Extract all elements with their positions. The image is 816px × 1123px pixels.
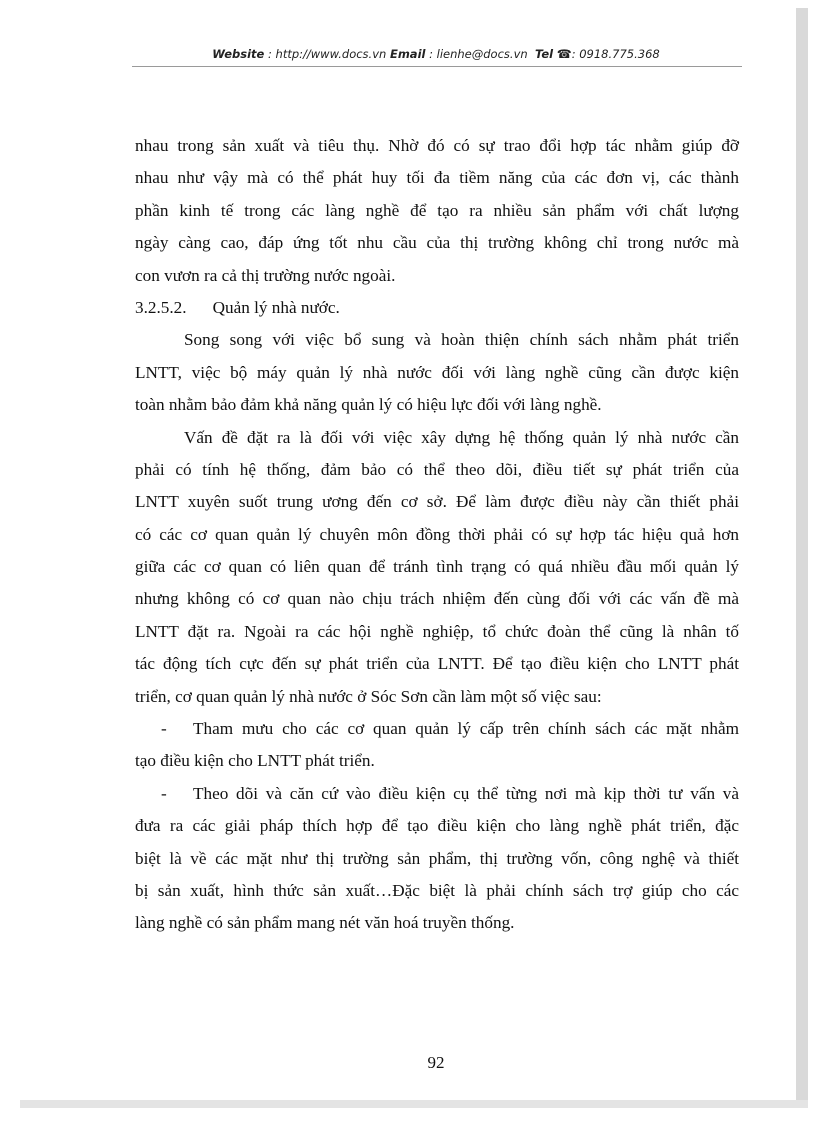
bullet-dash: - — [161, 783, 167, 803]
page-shadow-bottom — [20, 1100, 808, 1108]
website-url[interactable]: http://www.docs.vn — [275, 47, 387, 61]
paragraph-line: nhau như vậy mà có thể phát huy tối đa tiềm năng của các đơn vị, các thành — [135, 168, 739, 188]
paragraph-line: ngày càng cao, đáp ứng tốt nhu cầu của thị trường không chỉ trong nước mà — [135, 233, 739, 253]
paragraph-line: LNTT, việc bộ máy quản lý nhà nước đối với làng nghề cũng cần được kiện — [135, 362, 739, 382]
paragraph-line: LNTT xuyên suốt trung ương đến cơ sở. Để làm được điều này cần thiết phải — [135, 492, 739, 512]
paragraph-line: Song song với việc bổ sung và hoàn thiện chính sách nhằm phát triển — [184, 330, 739, 350]
paragraph-line: có các cơ quan quản lý chuyên môn đồng thời phải có sự hợp tác hiệu quả hơn — [135, 524, 739, 544]
email-separator: : — [425, 47, 437, 61]
section-title: Quản lý nhà nước. — [212, 297, 340, 317]
section-heading — [135, 292, 739, 324]
paragraph-line: tạo điều kiện cho LNTT phát triển. — [135, 751, 375, 771]
tel-number: : 0918.775.368 — [571, 47, 660, 61]
paragraph-line: Vấn đề đặt ra là đối với việc xây dựng hệ thống quản lý nhà nước cần — [184, 427, 739, 447]
paragraph-line: giữa các cơ quan có liên quan để tránh tình trạng có quá nhiều đầu mối quản lý — [135, 557, 739, 577]
website-separator: : — [264, 47, 276, 61]
paragraph-line: đưa ra các giải pháp thích hợp để tạo điều kiện cho làng nghề phát triển, đặc — [135, 816, 739, 836]
tel-label: Tel — [534, 47, 554, 61]
paragraph-line: nhưng không có cơ quan nào chịu trách nhiệm đến cùng đối với các vấn đề mà — [135, 589, 739, 609]
paragraph-line: bị sản xuất, hình thức sản xuất…Đặc biệt là phải chính sách trợ giúp cho các — [135, 880, 739, 900]
paragraph-line: LNTT đặt ra. Ngoài ra các hội nghề nghiệp, tổ chức đoàn thể cũng là nhân tố — [135, 621, 739, 641]
page-header — [130, 47, 742, 61]
bullet-dash: - — [161, 719, 167, 739]
paragraph-line: toàn nhằm bảo đảm khả năng quản lý có hiệu lực đối với làng nghề. — [135, 395, 602, 415]
page-shadow — [796, 8, 808, 1108]
paragraph-line: tác động tích cực đến sự phát triển của LNTT. Để tạo điều kiện cho LNTT phát — [135, 654, 739, 674]
paragraph-line: con vươn ra cả thị trường nước ngoài. — [135, 265, 396, 285]
bullet-text: Tham mưu cho các cơ quan quản lý cấp trên chính sách các mặt nhằm — [193, 719, 739, 739]
bullet-item — [135, 713, 739, 745]
paragraph-line: biệt là về các mặt như thị trường sản phẩm, thị trường vốn, công nghệ và thiết — [135, 848, 739, 868]
bullet-item — [135, 778, 739, 810]
header-divider — [132, 66, 742, 67]
paragraph-line: phải có tính hệ thống, đảm bảo có thể theo dõi, điều tiết sự phát triển của — [135, 459, 739, 479]
paragraph-line: nhau trong sản xuất và tiêu thụ. Nhờ đó có sự trao đổi hợp tác nhằm giúp đỡ — [135, 136, 739, 155]
email-address[interactable]: lienhe@docs.vn — [436, 47, 528, 61]
paragraph-line: làng nghề có sản phẩm mang nét văn hoá truyền thống. — [135, 913, 515, 933]
paragraph-line: triển, cơ quan quản lý nhà nước ở Sóc Sơn cần làm một số việc sau: — [135, 686, 602, 706]
phone-icon: ☎ — [556, 47, 572, 61]
body-text — [135, 130, 739, 940]
website-label: Website — [212, 47, 265, 61]
bullet-text: Theo dõi và căn cứ vào điều kiện cụ thể từng nơi mà kịp thời tư vấn và — [193, 783, 739, 803]
section-number: 3.2.5.2. — [135, 297, 187, 317]
paragraph-line: phần kinh tế trong các làng nghề để tạo ra nhiều sản phẩm với chất lượng — [135, 200, 739, 220]
email-label: Email — [389, 47, 426, 61]
page-number: 92 — [427, 1053, 445, 1072]
